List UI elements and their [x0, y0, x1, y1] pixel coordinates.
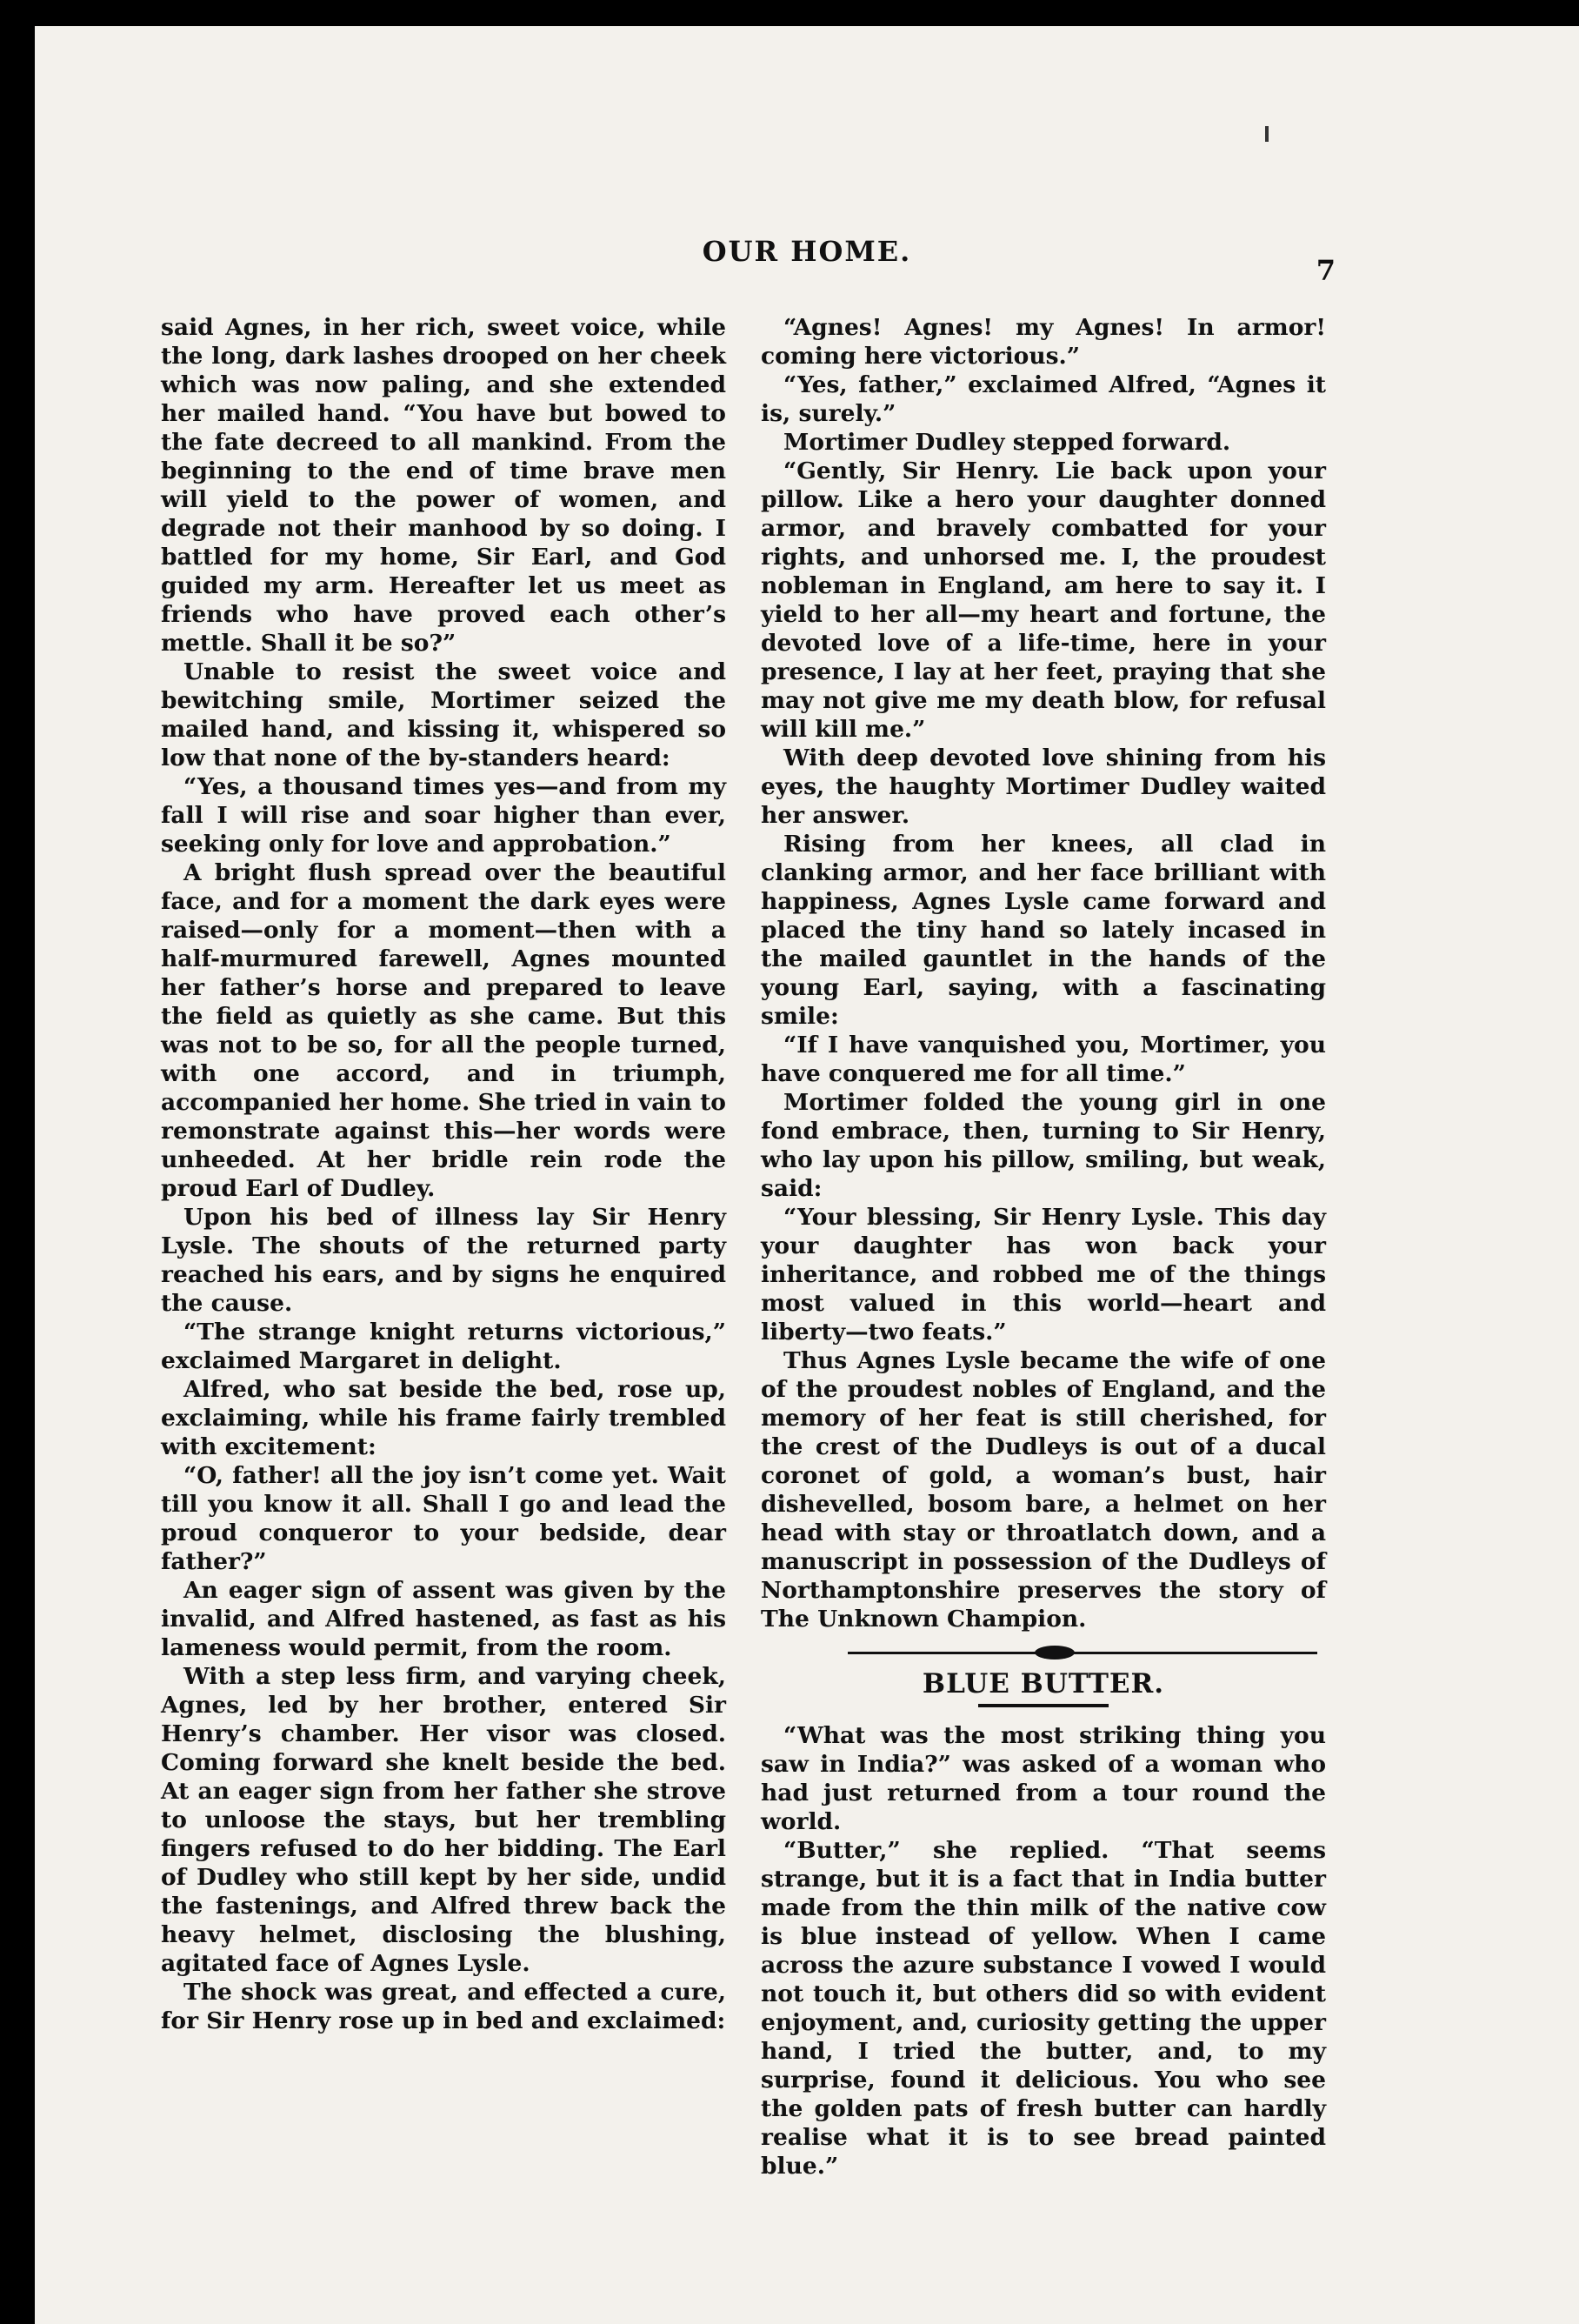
left-column [161, 313, 726, 2035]
right-column [761, 313, 1326, 2180]
paragraph: “O, father! all the joy isn’t come yet. Wait till you know it all. Shall I go and lead the proud conqueror to your bedside, dear father?” [161, 1462, 726, 1575]
paragraph: Alfred, who sat beside the bed, rose up, exclaiming, while his frame fairly trembled with excitement: [161, 1376, 726, 1460]
paragraph: said Agnes, in her rich, sweet voice, while the long, dark lashes drooped on her cheek which was now paling, and she extended her mailed hand. “You have but bowed to the fate decreed to all mankind. From the beginning to the end of time brave men will yield to the power of women, and degrade not their manhood by so doing. I battled for my home, Sir Earl, and God guided my arm. Hereafter let us meet as friends who have proved each other’s mettle. Shall it be so?” [161, 314, 726, 657]
paragraph: “Gently, Sir Henry. Lie back upon your pillow. Like a hero your daughter donned armor, and bravely combatted for your rights, and unhorsed me. I, the proudest nobleman in England, am here to say it. I yield to her all—my heart and fortune, the devoted love of a life-time, here in your presence, I lay at her feet, praying that she may not give me my death blow, for refusal will kill me.” [761, 457, 1326, 743]
divider-ornament-icon [1035, 1646, 1075, 1660]
section-divider-ornament [761, 1644, 1326, 1661]
running-head: OUR HOME. [702, 235, 912, 268]
paragraph: “Butter,” she replied. “That seems strange, but it is a fact that in India butter made from the thin milk of the native cow is blue instead of yellow. When I came across the azure substance I vowed I would not touch it, but others did so with evident enjoyment, and, curiosity getting the upper hand, I tried the butter, and, to my surprise, found it delicious. You who see the golden pats of fresh butter can hardly realise what it is to see bread painted blue.” [761, 1837, 1326, 2180]
paragraph: “Yes, a thousand times yes—and from my fall I will rise and soar higher than ever, seeking only for love and approbation.” [161, 773, 726, 858]
paragraph: “The strange knight returns victorious,” exclaimed Margaret in delight. [161, 1319, 726, 1374]
paragraph: Thus Agnes Lysle became the wife of one of the proudest nobles of England, and the memory of her feat is still cherished, for the crest of the Dudleys is out of a ducal coronet of gold, a woman’s bust, hair dishevelled, bosom bare, a helmet on her head with stay or throatlatch down, and a manuscript in possession of the Dudleys of Northamptonshire preserves the story of The Unknown Champion. [761, 1347, 1326, 1633]
paragraph: Upon his bed of illness lay Sir Henry Lysle. The shouts of the returned party reached his ears, and by signs he enquired the cause. [161, 1204, 726, 1317]
paragraph: “Yes, father,” exclaimed Alfred, “Agnes it is, surely.” [761, 371, 1326, 427]
book-page [35, 26, 1579, 2324]
paragraph: Unable to resist the sweet voice and bewitching smile, Mortimer seized the mailed hand, and kissing it, whispered so low that none of the by-standers heard: [161, 658, 726, 771]
article-title: BLUE BUTTER. [922, 1668, 1165, 1700]
divider-line [848, 1652, 1317, 1654]
paragraph: The shock was great, and effected a cure, for Sir Henry rose up in bed and exclaimed: [161, 1979, 726, 2034]
print-speck [1265, 126, 1269, 142]
paragraph: With a step less firm, and varying cheek, Agnes, led by her brother, entered Sir Henry’s chamber. Her visor was closed. Coming forward she knelt beside the bed. At an eager sign from her father she strove to unloose the stays, but her trembling fingers refused to do her bidding. The Earl of Dudley who still kept by her side, undid the fastenings, and Alfred threw back the heavy helmet, disclosing the blushing, agitated face of Agnes Lysle. [161, 1663, 726, 1977]
paragraph: With deep devoted love shining from his eyes, the haughty Mortimer Dudley waited her answer. [761, 745, 1326, 829]
paragraph: “What was the most striking thing you saw in India?” was asked of a woman who had just returned from a tour round the world. [761, 1722, 1326, 1835]
page-number: 7 [1316, 254, 1336, 287]
paragraph: Rising from her knees, all clad in clanking armor, and her face brilliant with happiness, Agnes Lysle came forward and placed the tiny hand so lately incased in the mailed gauntlet in the hands of the young Earl, saying, with a fascinating smile: [761, 831, 1326, 1030]
paragraph: “If I have vanquished you, Mortimer, you have conquered me for all time.” [761, 1032, 1326, 1087]
paragraph: “Your blessing, Sir Henry Lysle. This day your daughter has won back your inheritance, and robbed me of the things most valued in this world—heart and liberty—two feats.” [761, 1204, 1326, 1346]
paragraph: Mortimer Dudley stepped forward. [783, 429, 1231, 456]
paragraph: Mortimer folded the young girl in one fond embrace, then, turning to Sir Henry, who lay upon his pillow, smiling, but weak, said: [761, 1089, 1326, 1202]
paragraph: An eager sign of assent was given by the invalid, and Alfred hastened, as fast as his lameness would permit, from the room. [161, 1577, 726, 1661]
title-underline [978, 1704, 1109, 1707]
paragraph: A bright flush spread over the beautiful face, and for a moment the dark eyes were raised—only for a moment—then with a half-murmured farewell, Agnes mounted her father’s horse and prepared to leave the field as quietly as she came. But this was not to be so, for all the people turned, with one accord, and in triumph, accompanied her home. She tried in vain to remonstrate against this—her words were unheeded. At her bridle rein rode the proud Earl of Dudley. [161, 859, 726, 1202]
paragraph: “Agnes! Agnes! my Agnes! In armor! coming here victorious.” [761, 314, 1326, 370]
